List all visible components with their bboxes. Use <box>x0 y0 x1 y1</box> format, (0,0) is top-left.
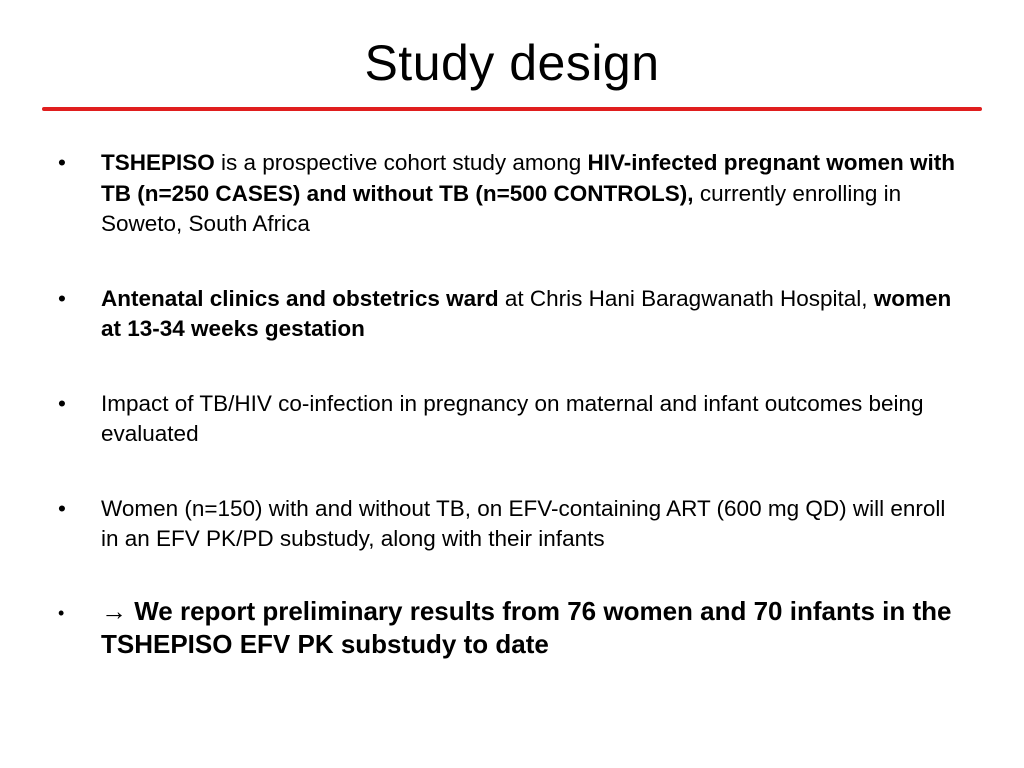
study-name: TSHEPISO <box>101 150 215 175</box>
title-underline-rule <box>42 107 982 111</box>
population-description: HIV-infected pregnant women with TB (n=250 CASES) and without TB (n=500 CONTROLS), <box>101 150 956 206</box>
bullet-text: Women (n=150) with and without TB, on EFV-containing ART (600 mg QD) will enroll in an EFV PK/PD substudy, along with their infants <box>101 495 946 551</box>
bullet-dot-icon: • <box>58 285 66 311</box>
bullet-text <box>101 596 952 659</box>
bullet-dot-icon: • <box>58 390 66 416</box>
bullet-item-cohort <box>58 148 958 240</box>
bullet-item-results <box>58 595 958 661</box>
bullet-item-sites <box>58 284 958 345</box>
text-run: at Chris Hani Baragwanath Hospital, <box>498 285 874 311</box>
right-arrow-icon: → <box>101 595 127 626</box>
bullet-dot-icon: • <box>58 495 66 521</box>
bullet-text <box>101 286 951 342</box>
text-run: We report preliminary results from 76 women and 70 infants in the TSHEPISO EFV PK substudy to date <box>101 595 952 659</box>
gestation-range: women at 13-34 weeks gestation <box>101 285 952 341</box>
site-description: Antenatal clinics and obstetrics ward <box>101 285 499 311</box>
bullet-item-impact <box>58 389 958 450</box>
text-run: is a prospective cohort study among <box>214 150 588 175</box>
bullet-dot-icon: • <box>58 150 66 175</box>
bullet-text: Impact of TB/HIV co-infection in pregnancy on maternal and infant outcomes being evaluated <box>101 390 924 446</box>
slide-title: Study design <box>364 35 660 91</box>
bullet-item-substudy <box>58 494 958 555</box>
bullet-dot-icon: • <box>58 602 65 623</box>
bullet-text <box>101 150 955 236</box>
bullet-list <box>58 148 958 705</box>
text-run: currently enrolling in Soweto, South Africa <box>101 180 902 236</box>
